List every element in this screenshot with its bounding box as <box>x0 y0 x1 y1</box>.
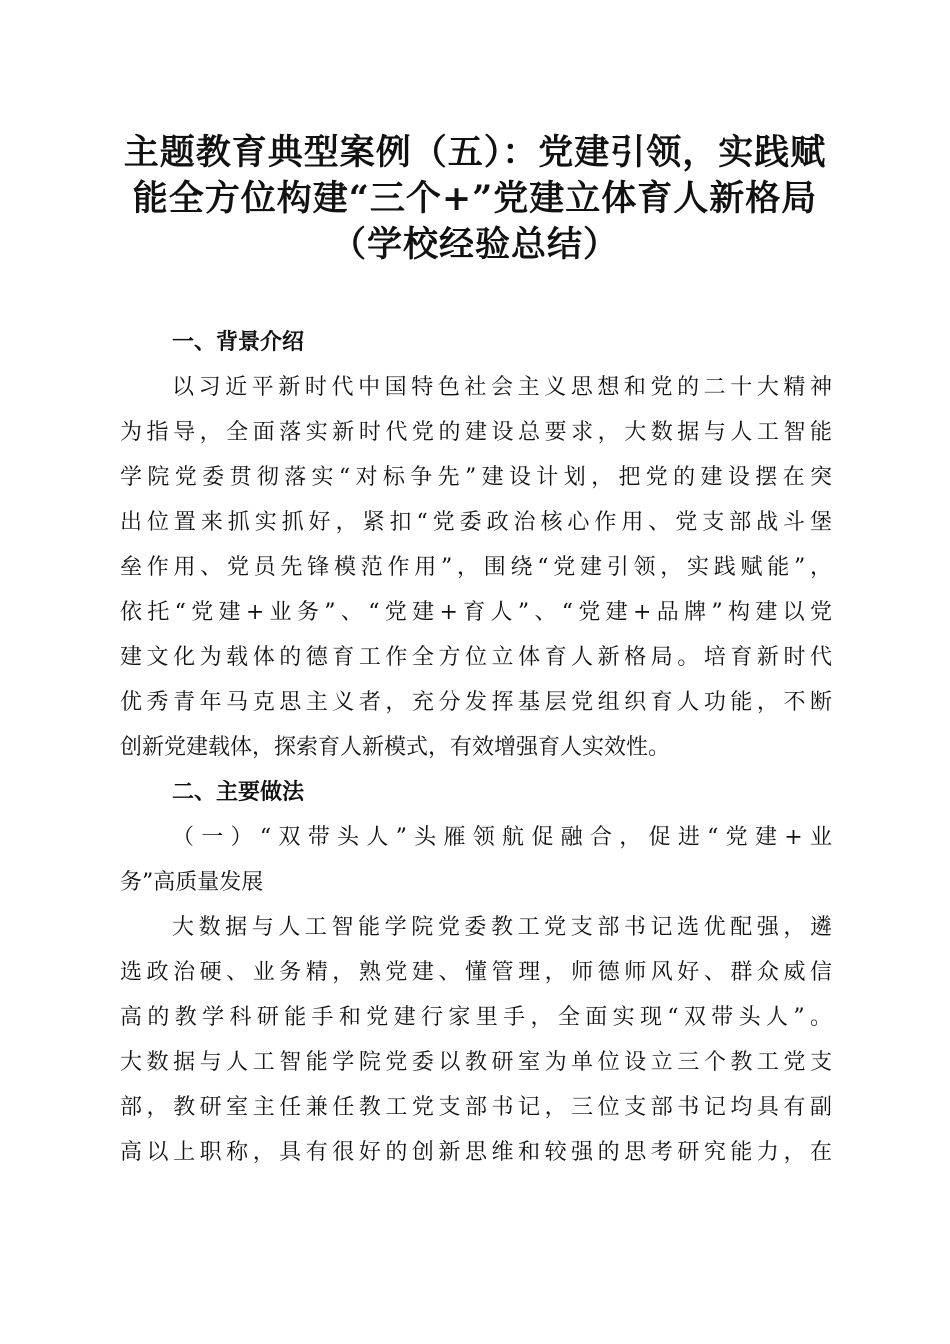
title-line-1: 主题教育典型案例（五）：党建引领，实践赋 <box>123 132 827 173</box>
section-heading-background: 一、背景介绍 <box>172 330 305 355</box>
title-line-3: （学校经验总结） <box>330 224 619 265</box>
subsection-heading-line: 务”高质量发展 <box>120 870 264 895</box>
paragraph-line: 优秀青年马克思主义者，充分发挥基层党组织育人功能，不断 <box>120 690 832 715</box>
paragraph-line: 大数据与人工智能学院党委以教研室为单位设立三个教工党支 <box>120 1050 832 1075</box>
section-heading-methods: 二、主要做法 <box>172 780 305 805</box>
paragraph-line: 大数据与人工智能学院党委教工党支部书记选优配强，遴 <box>172 915 832 940</box>
paragraph-line: 以习近平新时代中国特色社会主义思想和党的二十大精神 <box>172 375 832 400</box>
paragraph-line: 建文化为载体的德育工作全方位立体育人新格局。培育新时代 <box>120 645 832 670</box>
paragraph-line: 依托“党建+业务”、“党建+育人”、“党建+品牌”构建以党 <box>120 600 832 625</box>
paragraph-line: 学院党委贯彻落实“对标争先”建设计划，把党的建设摆在突 <box>120 465 832 490</box>
paragraph-line: 选政治硬、业务精，熟党建、懂管理，师德师风好、群众威信 <box>120 960 832 985</box>
paragraph-line: 高的教学科研能手和党建行家里手，全面实现“双带头人”。 <box>120 1005 832 1030</box>
paragraph-line: 垒作用、党员先锋模范作用”，围绕“党建引领，实践赋能”， <box>120 555 832 580</box>
subsection-heading-line: （一）“双带头人”头雁领航促融合，促进“党建+业 <box>172 825 832 850</box>
paragraph-line: 部，教研室主任兼任教工党支部书记，三位支部书记均具有副 <box>120 1095 832 1120</box>
title-line-2: 能全方位构建“三个+”党建立体育人新格局 <box>132 178 818 219</box>
paragraph-line: 高以上职称，具有很好的创新思维和较强的思考研究能力，在 <box>120 1140 832 1165</box>
paragraph-line: 出位置来抓实抓好，紧扣“党委政治核心作用、党支部战斗堡 <box>120 510 832 535</box>
document-title <box>100 130 850 268</box>
paragraph-line: 为指导，全面落实新时代党的建设总要求，大数据与人工智能 <box>120 420 832 445</box>
document-body <box>120 320 832 1175</box>
paragraph-line: 创新党建载体，探索育人新模式，有效增强育人实效性。 <box>120 735 671 760</box>
